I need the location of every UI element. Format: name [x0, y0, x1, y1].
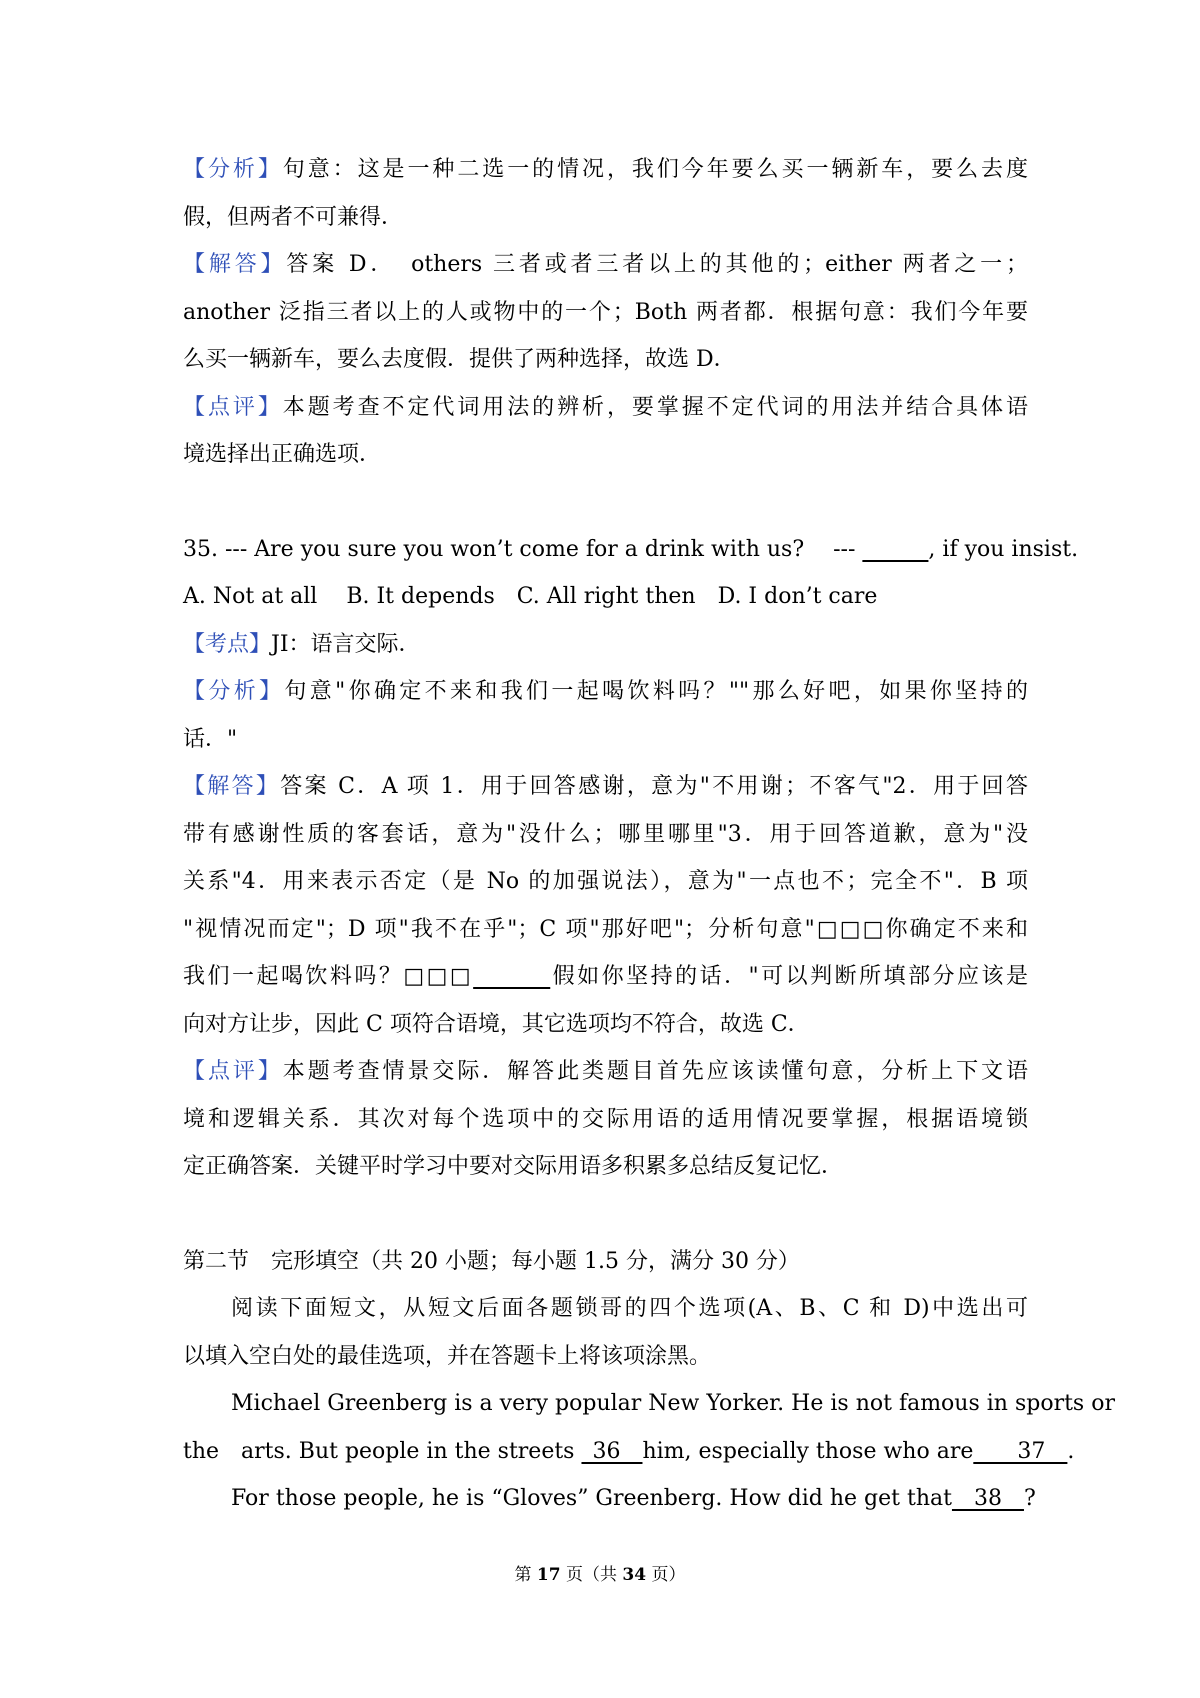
footer-prefix: 第 — [514, 1565, 537, 1585]
kaodian-tag: 【考点】 — [183, 631, 272, 657]
dianping-tag: 【点评】 — [183, 394, 283, 420]
footer-suffix: 页） — [646, 1565, 686, 1585]
q35-jieda-line-2: 带有感谢性质的客套话，意为"没什么；哪里哪里"3．用于回答道歉，意为"没 — [183, 821, 1028, 847]
q34-fenxi-line-2: 假，但两者不可兼得． — [183, 204, 404, 230]
passage-line-1: Michael Greenberg is a very popular New Yorker. He is not famous in sports or — [231, 1391, 1115, 1416]
q34-dianping-line-2: 境选择出正确选项． — [183, 442, 382, 467]
passage-text-2c: . — [1067, 1438, 1075, 1464]
q34-fenxi-text-1: 句意：这是一种二选一的情况，我们今年要么买一辆新车，要么去度 — [282, 157, 1028, 182]
passage-text-2b: him, especially those who are — [642, 1438, 974, 1464]
section-heading: 第二节 完形填空（共 20 小题；每小题 1.5 分，满分 30 分） — [183, 1248, 800, 1274]
q35-jieda-line-1 — [183, 763, 1028, 811]
page-footer — [0, 1560, 1200, 1585]
passage-text-3a: For those people, he is “Gloves” Greenberg. How did he get that — [231, 1486, 952, 1511]
blank-36: _36__ — [581, 1438, 643, 1464]
q35-jieda-line-5 — [183, 953, 1028, 1001]
q35-stem-part-1: 35. --- Are you sure you won’t come for a drink with us? --- — [183, 536, 863, 562]
footer-total-pages: 34 — [622, 1565, 647, 1585]
spacer — [183, 1191, 1028, 1238]
q35-fenxi-text-1: 句意"你确定不来和我们一起喝饮料吗？""那么好吧，如果你坚持的 — [284, 679, 1028, 704]
q35-dianping-line-1 — [183, 1048, 1028, 1096]
fenxi-tag: 【分析】 — [183, 679, 285, 704]
q35-options: A. Not at all B. It depends C. All right then D. I don’t care — [183, 584, 878, 609]
section-instructions-line-2: 以填入空白处的最佳选项，并在答题卡上将该项涂黑。 — [183, 1343, 712, 1369]
q35-jieda-text-1: 答案 C．A 项 1．用于回答感谢，意为"不用谢；不客气"2．用于回答 — [280, 774, 1028, 799]
passage-text-2a: the arts. But people in the streets — [183, 1438, 582, 1464]
q35-jieda-line-6: 向对方让步，因此 C 项符合语境，其它选项均不符合，故选 C． — [183, 1011, 810, 1037]
q34-jieda-line-2: another 泛指三者以上的人或物中的一个；Both 两者都．根据句意：我们今年要 — [183, 299, 1028, 325]
q35-dianping-line-3: 定正确答案．关键平时学习中要对交际用语多积累多总结反复记忆． — [183, 1154, 844, 1179]
q34-fenxi-line-1 — [183, 146, 1028, 194]
q35-dianping-line-2: 境和逻辑关系．其次对每个选项中的交际用语的适用情况要掌握，根据语境锁 — [183, 1106, 1028, 1132]
dianping-tag: 【点评】 — [183, 1059, 283, 1084]
section-instructions-line-1: 阅读下面短文，从短文后面各题锁哥的四个选项(A、B、C 和 D)中选出可 — [231, 1296, 1028, 1321]
q35-jieda-text-5b: 假如你坚持的话．"可以判断所填部分应该是 — [550, 964, 1029, 989]
q34-jieda-line-3: 么买一辆新车，要么去度假．提供了两种选择，故选 D． — [183, 347, 736, 372]
blank-38: __38__ — [951, 1486, 1024, 1511]
q35-fenxi-line-1 — [183, 668, 1028, 716]
blank-37: ____37__ — [973, 1438, 1068, 1464]
q35-kaodian-text: JI：语言交际． — [271, 631, 421, 657]
q35-stem-blank: ______ — [862, 536, 929, 562]
q35-jieda-line-3: 关系"4．用来表示否定（是 No 的加强说法），意为"一点也不；完全不"．B 项 — [183, 869, 1028, 894]
footer-middle: 页（共 — [560, 1565, 623, 1585]
q35-jieda-text-5a: 我们一起喝饮料吗？□□□ — [183, 964, 474, 989]
q35-fenxi-line-2: 话．" — [183, 726, 238, 752]
passage-line-3 — [183, 1475, 1036, 1523]
passage-text-3b: ? — [1023, 1486, 1036, 1511]
fenxi-tag: 【分析】 — [183, 157, 283, 182]
q35-jieda-line-4: "视情况而定"；D 项"我不在乎"；C 项"那好吧"；分析句意"□□□你确定不来和 — [183, 916, 1028, 942]
q34-dianping-line-1 — [183, 384, 1028, 432]
q35-dianping-text-1: 本题考查情景交际．解答此类题目首先应该读懂句意，分析上下文语 — [282, 1059, 1028, 1084]
q35-jieda-blank: _______ — [473, 964, 551, 989]
spacer — [183, 479, 1028, 526]
q35-kaodian-line — [183, 621, 1028, 669]
page-content — [183, 146, 1115, 1523]
q34-jieda-text-1: 答案 D． others 三者或者三者以上的其他的；either 两者之一； — [286, 252, 1028, 277]
footer-page-number: 17 — [536, 1565, 561, 1585]
q35-stem — [183, 526, 1079, 574]
passage-line-2 — [183, 1428, 1075, 1476]
q34-dianping-text-1: 本题考查不定代词用法的辨析，要掌握不定代词的用法并结合具体语 — [282, 394, 1028, 420]
q34-jieda-line-1 — [183, 241, 1028, 289]
jieda-tag: 【解答】 — [183, 774, 281, 799]
q35-stem-part-2: , if you insist. — [928, 536, 1079, 562]
jieda-tag: 【解答】 — [183, 252, 287, 277]
